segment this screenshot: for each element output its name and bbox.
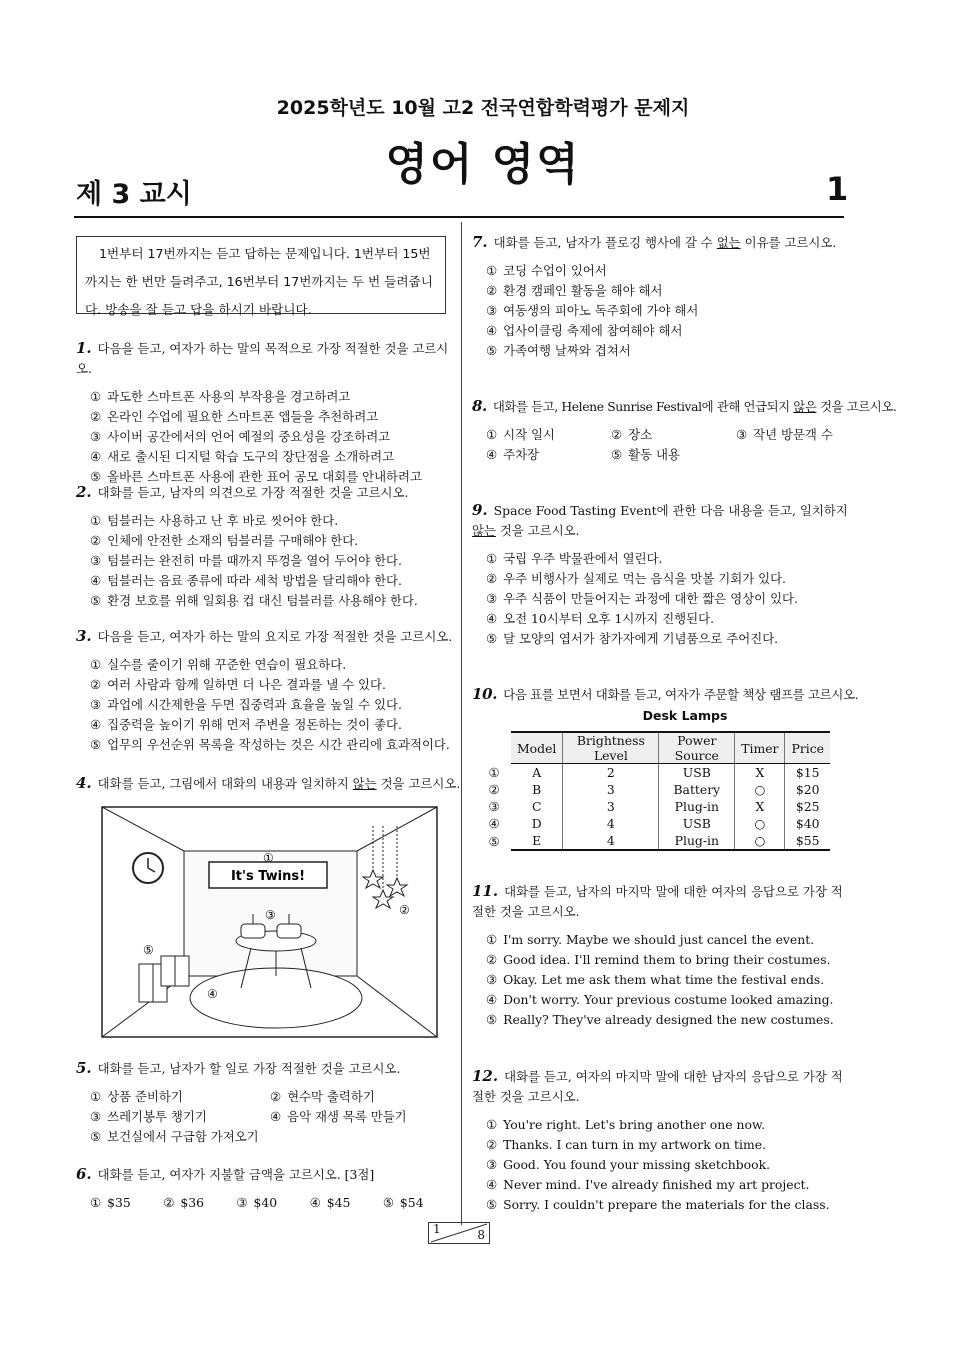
option[interactable]: ③ 작년 방문객 수: [736, 427, 833, 442]
option[interactable]: ⑤ 달 모양의 엽서가 참가자에게 기념품으로 주어진다.: [486, 631, 779, 646]
options-list: [90, 511, 456, 611]
question-number: 1.: [76, 339, 92, 357]
option[interactable]: ① 과도한 스마트폰 사용의 부작용을 경고하려고: [90, 389, 351, 404]
option[interactable]: ② 현수막 출력하기: [270, 1089, 375, 1104]
table-row[interactable]: ① A 2 USB X $15: [477, 764, 830, 782]
options-list: [90, 1087, 456, 1147]
option[interactable]: ① 국립 우주 박물관에서 열린다.: [486, 551, 663, 566]
total-pages: 8: [477, 1228, 485, 1242]
question-stem: 대화를 듣고, 남자가 할 일로 가장 적절한 것을 고르시오.: [97, 1061, 401, 1076]
options-list: [90, 387, 456, 487]
options-list: [90, 1193, 456, 1213]
question-7: 7. 대화를 듣고, 남자가 플로깅 행사에 갈 수 없는 이유를 고르시오. ① 코딩 수업이 있어서 ② 환경 캠페인 활동을 해야 해서 ③ 여동생의 피아노 독주회에 가야 해서 ④ 업사이클링 축제에 참여해야 해서 ⑤ 가족여행 날짜와 겹쳐서: [472, 232, 852, 361]
column-header: Price: [785, 732, 830, 764]
option[interactable]: ③ 사이버 공간에서의 언어 예절의 중요성을 강조하려고: [90, 429, 391, 444]
option[interactable]: ③ 쓰레기봉투 챙기기: [90, 1109, 207, 1124]
option[interactable]: ④ Never mind. I've already finished my art project.: [486, 1177, 810, 1192]
period-label: 제 3 교시: [76, 179, 192, 210]
page-indicator: [428, 1222, 490, 1244]
question-5: [76, 1058, 456, 1147]
question-stem: 대화를 듣고, 남자의 마지막 말에 대한 여자의 응답으로 가장 적절한 것을 고르시오.: [472, 884, 843, 919]
option[interactable]: ① 상품 준비하기: [90, 1089, 183, 1104]
options-list: [90, 655, 456, 755]
option[interactable]: ③ Okay. Let me ask them what time the festival ends.: [486, 972, 825, 987]
options-list: [486, 1115, 850, 1215]
clock-icon: [133, 853, 163, 883]
table-row[interactable]: ② B 3 Battery ○ $20: [477, 781, 830, 798]
option[interactable]: ④ 오전 10시부터 오후 1시까지 진행된다.: [486, 611, 715, 626]
option[interactable]: ② Thanks. I can turn in my artwork on time.: [486, 1137, 766, 1152]
listening-notice-box: [76, 236, 446, 317]
option[interactable]: ⑤ 올바른 스마트폰 사용에 관한 표어 공모 대회를 안내하려고: [90, 469, 422, 484]
option[interactable]: ① 코딩 수업이 있어서: [486, 263, 607, 278]
question-number: 12.: [472, 1067, 499, 1085]
option[interactable]: ④ 새로 출시된 디지털 학습 도구의 장단점을 소개하려고: [90, 449, 395, 464]
option[interactable]: ⑤ 가족여행 날짜와 겹쳐서: [486, 343, 631, 358]
current-page: 1: [433, 1222, 441, 1236]
option[interactable]: ⑤ 활동 내용: [611, 447, 680, 462]
question-2: [76, 482, 456, 611]
picture-label-4: ④: [207, 987, 218, 1001]
question-number: 6.: [76, 1165, 92, 1183]
question-10: [472, 684, 859, 705]
option[interactable]: ② Good idea. I'll remind them to bring their costumes.: [486, 952, 831, 967]
question-4: 4. 대화를 듣고, 그림에서 대화의 내용과 일치하지 않는 것을 고르시오.: [76, 774, 461, 792]
question-12: [472, 1066, 850, 1215]
column-divider: [461, 222, 462, 1225]
option[interactable]: ④ 집중력을 높이기 위해 먼저 주변을 정돈하는 것이 좋다.: [90, 717, 402, 732]
question-1: [76, 338, 456, 487]
picture-label-3: ③: [265, 908, 276, 922]
option[interactable]: ③ 텀블러는 완전히 마를 때까지 뚜껑을 열어 두어야 한다.: [90, 553, 402, 568]
option[interactable]: ② 인체에 안전한 소재의 텀블러를 구매해야 한다.: [90, 533, 359, 548]
exam-title: 2025학년도 10월 고2 전국연합학력평가 문제지: [276, 97, 690, 119]
question-stem: 대화를 듣고, 여자의 마지막 말에 대한 남자의 응답으로 가장 적절한 것을 고르시오.: [472, 1069, 843, 1104]
option[interactable]: ④ 텀블러는 음료 종류에 따라 세척 방법을 달리해야 한다.: [90, 573, 402, 588]
question-number: 5.: [76, 1059, 92, 1077]
table-row[interactable]: ③ C 3 Plug-in X $25: [477, 798, 830, 815]
page-number-large: 1: [826, 170, 849, 208]
banner-text: It's Twins!: [230, 869, 306, 884]
option[interactable]: ④ $45: [309, 1195, 351, 1210]
option[interactable]: ② 우주 비행사가 실제로 먹는 음식을 맛볼 기회가 있다.: [486, 571, 786, 586]
option[interactable]: ② 환경 캠페인 활동을 해야 해서: [486, 283, 663, 298]
option[interactable]: ⑤ Sorry. I couldn't prepare the materials for the class.: [486, 1197, 830, 1212]
option[interactable]: ② 온라인 수업에 필요한 스마트폰 앱들을 추천하려고: [90, 409, 379, 424]
question-number: 11.: [472, 882, 499, 900]
notice-text: 1번부터 17번까지는 듣고 답하는 문제입니다. 1번부터 15번까지는 한 번만 들려주고, 16번부터 17번까지는 두 번 들려줍니다. 방송을 잘 듣고 답을 하시기 바랍니다.: [85, 246, 433, 317]
question-stem: 다음 표를 보면서 대화를 듣고, 여자가 주문할 책상 램프를 고르시오.: [503, 687, 859, 702]
options-list: [486, 930, 850, 1030]
question-number: 10.: [472, 685, 498, 703]
option[interactable]: ② $36: [163, 1195, 204, 1210]
column-header: Power Source: [659, 732, 735, 764]
question-11: [472, 881, 850, 1030]
options-list: [486, 425, 852, 465]
option[interactable]: ⑤ 보건실에서 구급함 가져오기: [90, 1129, 259, 1144]
option[interactable]: ③ 과업에 시간제한을 두면 집중력과 효율을 높일 수 있다.: [90, 697, 402, 712]
option[interactable]: ⑤ 업무의 우선순위 목록을 작성하는 것은 시간 관리에 효과적이다.: [90, 737, 450, 752]
option[interactable]: ④ 주차장: [486, 447, 540, 462]
option[interactable]: ① You're right. Let's bring another one now.: [486, 1117, 766, 1132]
question-stem: 대화를 듣고, 여자가 지불할 금액을 고르시오. [3점]: [97, 1167, 375, 1182]
subject-title: 영어 영역: [385, 139, 581, 190]
table-row[interactable]: ④ D 4 USB ○ $40: [477, 815, 830, 832]
option[interactable]: ① 시작 일시: [486, 427, 555, 442]
question-number: 4.: [76, 774, 92, 792]
question-8: 8. 대화를 듣고, Helene Sunrise Festival에 관해 언급되지 않은 것을 고르시오. ① 시작 일시 ② 장소 ③ 작년 방문객 수 ④ 주차장 ⑤ 활동 내용: [472, 396, 852, 465]
option[interactable]: ⑤ Really? They've already designed the new costumes.: [486, 1012, 834, 1027]
option[interactable]: ⑤ $54: [382, 1195, 424, 1210]
question-3: [76, 626, 456, 755]
question-number: 2.: [76, 483, 92, 501]
picture-label-2: ②: [399, 903, 410, 917]
option[interactable]: ④ Don't worry. Your previous costume looked amazing.: [486, 992, 834, 1007]
option[interactable]: ③ $40: [236, 1195, 278, 1210]
question-number: 9.: [472, 501, 488, 519]
table-title: Desk Lamps: [642, 708, 728, 723]
option[interactable]: ② 장소: [611, 427, 653, 442]
column-header: Brightness Level: [563, 732, 659, 764]
party-room-illustration: [101, 806, 438, 1038]
options-list: [486, 549, 850, 649]
question-stem: 다음을 듣고, 여자가 하는 말의 목적으로 가장 적절한 것을 고르시오.: [76, 341, 449, 376]
question-stem: 대화를 듣고, 남자의 의견으로 가장 적절한 것을 고르시오.: [97, 485, 409, 500]
picture-label-1: ①: [263, 851, 274, 865]
question-number: 7.: [472, 233, 488, 251]
option[interactable]: ④ 업사이클링 축제에 참여해야 해서: [486, 323, 683, 338]
option[interactable]: ① $35: [90, 1195, 131, 1210]
question-number: 3.: [76, 627, 92, 645]
option[interactable]: ② 여러 사람과 함께 일하면 더 나은 결과를 낼 수 있다.: [90, 677, 386, 692]
option[interactable]: ③ Good. You found your missing sketchbook.: [486, 1157, 771, 1172]
option[interactable]: ④ 음악 재생 목록 만들기: [270, 1109, 407, 1124]
picture-label-5: ⑤: [143, 943, 154, 957]
question-9: 9. Space Food Tasting Event에 관한 다음 내용을 듣고, 일치하지 않는 것을 고르시오. ① 국립 우주 박물관에서 열린다. ② 우주 비행사가 실제로 먹는 음식을 맛볼 기회가 있다. ③ 우주 식품이 만들어지는 과정에 대한 짧은 영상이 있다. ④ 오전 10시부터 오후 1시까지 진행된다. ⑤ 달 모양의 엽서가 참가자에게 기념품으로 주어진다.: [472, 500, 850, 649]
column-header: Timer: [735, 732, 785, 764]
option[interactable]: ① I'm sorry. Maybe we should just cancel the event.: [486, 932, 815, 947]
question-number: 8.: [472, 397, 487, 415]
desk-lamps-table: [477, 731, 830, 851]
option[interactable]: ① 실수를 줄이기 위해 꾸준한 연습이 필요하다.: [90, 657, 347, 672]
option[interactable]: ③ 우주 식품이 만들어지는 과정에 대한 짧은 영상이 있다.: [486, 591, 798, 606]
question-6: [76, 1164, 456, 1213]
table-row[interactable]: ⑤ E 4 Plug-in ○ $55: [477, 832, 830, 850]
question-stem: 다음을 듣고, 여자가 하는 말의 요지로 가장 적절한 것을 고르시오.: [97, 629, 453, 644]
options-list: [486, 261, 852, 361]
option[interactable]: ① 텀블러는 사용하고 난 후 바로 씻어야 한다.: [90, 513, 339, 528]
option[interactable]: ⑤ 환경 보호를 위해 일회용 컵 대신 텀블러를 사용해야 한다.: [90, 593, 418, 608]
table-header-row: [477, 732, 830, 764]
banner: [209, 862, 327, 888]
option[interactable]: ③ 여동생의 피아노 독주회에 가야 해서: [486, 303, 699, 318]
column-header: Model: [511, 732, 563, 764]
header-rule: [74, 216, 844, 218]
